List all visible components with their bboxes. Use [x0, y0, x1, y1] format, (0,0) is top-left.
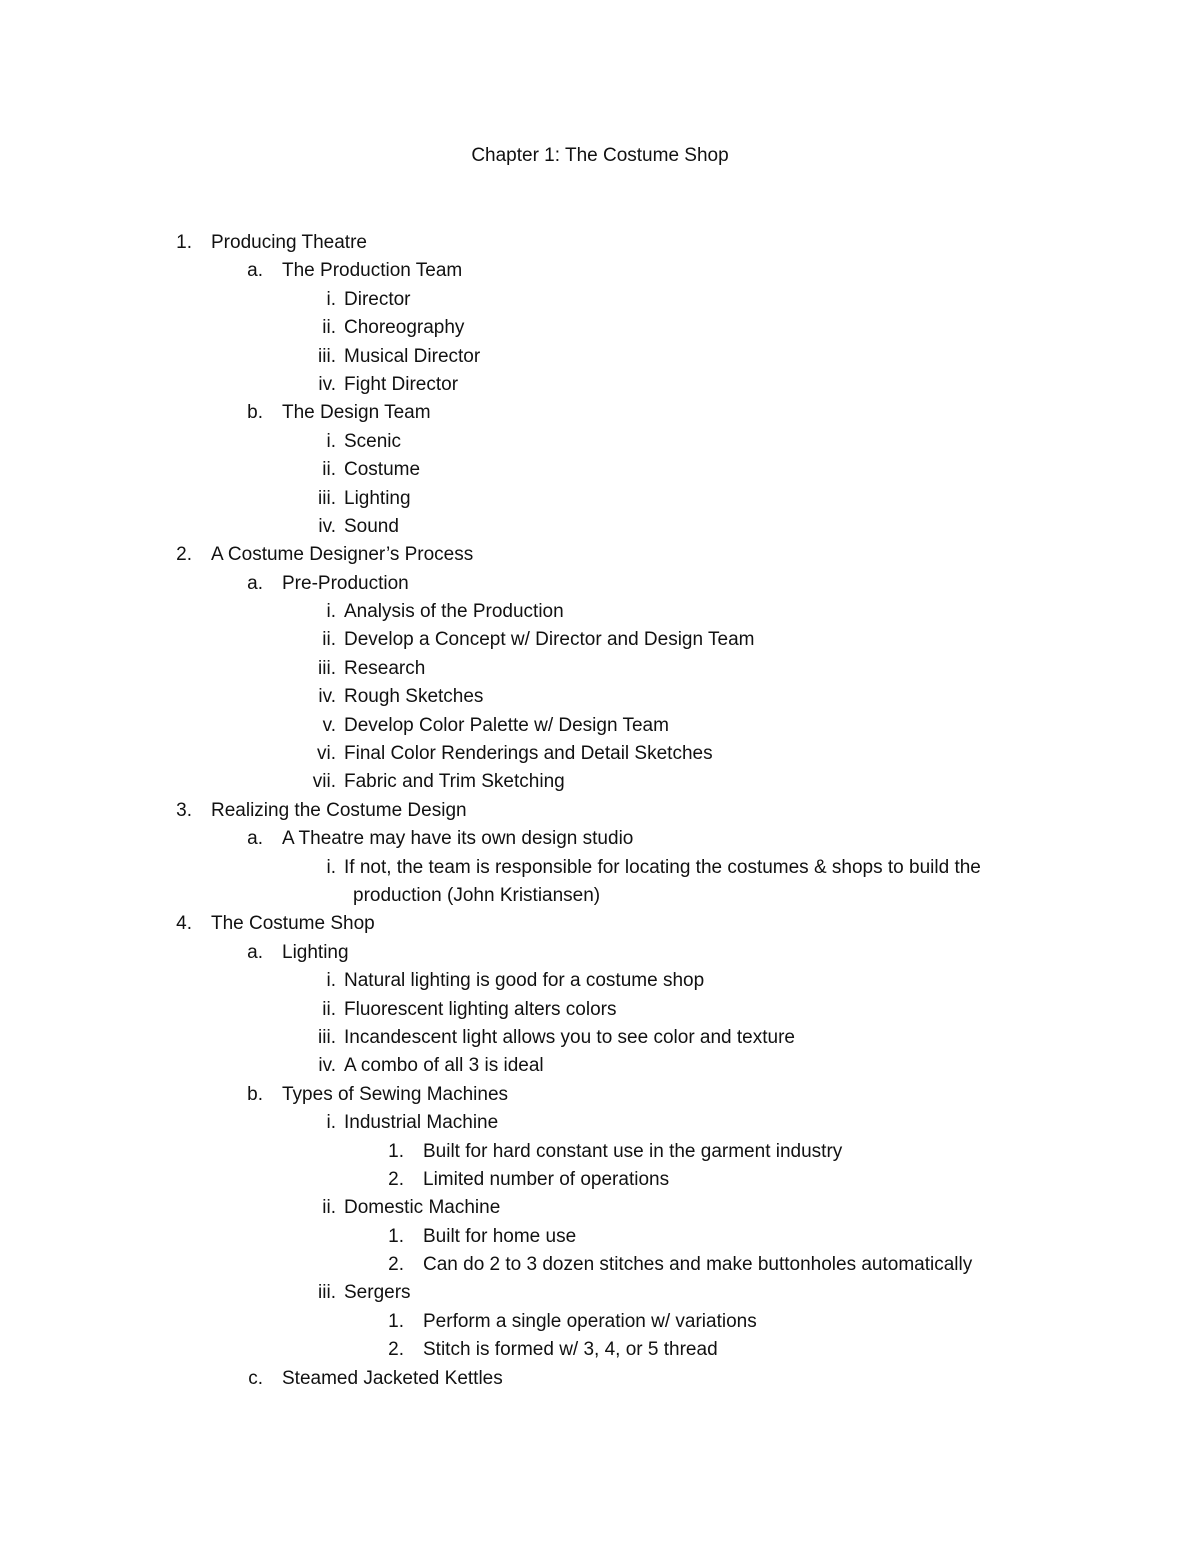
outline-text: Costume [344, 459, 421, 481]
outline-text: Built for home use [423, 1225, 577, 1247]
outline-item [0, 854, 1200, 882]
outline-text: Analysis of the Production [344, 601, 564, 623]
outline-marker: iii. [318, 657, 336, 679]
outline-marker: i. [326, 430, 336, 452]
outline-marker: iii. [318, 345, 336, 367]
outline-item [0, 655, 1200, 683]
outline-item [0, 570, 1200, 598]
outline-item [0, 1052, 1200, 1080]
outline-item [0, 882, 1200, 910]
outline-marker: 1. [388, 1140, 404, 1162]
outline-item [0, 996, 1200, 1024]
outline-text: Scenic [344, 430, 402, 452]
outline-marker: a. [247, 828, 263, 850]
outline-item [0, 768, 1200, 796]
outline-text: Stitch is formed w/ 3, 4, or 5 thread [423, 1339, 718, 1361]
outline-marker: i. [326, 288, 336, 310]
outline-marker: ii. [322, 998, 336, 1020]
outline-item [0, 371, 1200, 399]
outline-item [0, 286, 1200, 314]
outline-item [0, 399, 1200, 427]
page-title: Chapter 1: The Costume Shop [471, 145, 729, 166]
outline-marker: 1. [176, 232, 192, 253]
outline-marker: vi. [317, 743, 336, 765]
outline-item [0, 1109, 1200, 1137]
outline-text: Fluorescent lighting alters colors [344, 998, 617, 1020]
outline-text: Sergers [344, 1282, 411, 1304]
outline-text: Can do 2 to 3 dozen stitches and make buttonholes automatically [423, 1254, 973, 1276]
outline-text: Pre-Production [282, 572, 409, 594]
outline-marker: i. [326, 970, 336, 992]
outline-item [0, 1308, 1200, 1336]
outline-text: Rough Sketches [344, 686, 484, 708]
outline-item [0, 229, 1200, 257]
outline-marker: 2. [388, 1168, 404, 1190]
outline-item [0, 1166, 1200, 1194]
outline-item [0, 513, 1200, 541]
outline-text: Lighting [344, 487, 411, 509]
outline-item [0, 314, 1200, 342]
outline-text: Steamed Jacketed Kettles [282, 1367, 503, 1389]
outline-marker: iv. [318, 686, 336, 708]
outline-marker: 2. [176, 544, 192, 566]
outline-marker: ii. [322, 629, 336, 651]
outline-text: Realizing the Costume Design [211, 799, 467, 821]
outline-item [0, 626, 1200, 654]
outline-marker: i. [326, 1112, 336, 1134]
outline-item [0, 598, 1200, 626]
outline-item [0, 257, 1200, 285]
outline-item [0, 343, 1200, 371]
outline-text: Limited number of operations [423, 1168, 670, 1190]
outline-marker: iii. [318, 487, 336, 509]
outline-marker: 1. [388, 1225, 404, 1247]
outline-marker: b. [247, 1083, 263, 1105]
outline-marker: iv. [318, 1055, 336, 1077]
outline-item [0, 712, 1200, 740]
outline-item [0, 428, 1200, 456]
outline-text: A combo of all 3 is ideal [344, 1055, 544, 1077]
outline-text: Choreography [344, 317, 465, 339]
outline-text: Built for hard constant use in the garment industry [423, 1140, 843, 1162]
outline-text: The Design Team [282, 402, 431, 424]
outline-text: Industrial Machine [344, 1112, 499, 1134]
outline-item [0, 1138, 1200, 1166]
outline-text: Musical Director [344, 345, 481, 367]
outline-marker: i. [326, 856, 336, 878]
outline-item [0, 910, 1200, 938]
outline-text: Sound [344, 515, 399, 537]
outline-text: Natural lighting is good for a costume shop [344, 970, 705, 992]
outline-item [0, 967, 1200, 995]
outline-item [0, 797, 1200, 825]
outline-item [0, 485, 1200, 513]
outline-text: Develop Color Palette w/ Design Team [344, 714, 669, 736]
outline-item [0, 1024, 1200, 1052]
outline-text: Fabric and Trim Sketching [344, 771, 565, 793]
outline-text: Perform a single operation w/ variations [423, 1310, 757, 1332]
outline-marker: 1. [388, 1310, 404, 1332]
outline-item [0, 541, 1200, 569]
outline-marker: 4. [176, 913, 192, 935]
outline-marker: iii. [318, 1282, 336, 1304]
outline-text: The Production Team [282, 260, 463, 282]
outline-marker: i. [326, 601, 336, 623]
outline-text: Producing Theatre [211, 232, 367, 253]
outline-marker: 2. [388, 1254, 404, 1276]
outline-item [0, 1279, 1200, 1307]
outline-text: Director [344, 288, 411, 310]
outline-text: Develop a Concept w/ Director and Design Team [344, 629, 755, 651]
outline-item [0, 1251, 1200, 1279]
outline-text: Incandescent light allows you to see color and texture [344, 1026, 795, 1048]
outline-text: production (John Kristiansen) [353, 884, 601, 906]
outline-marker: ii. [322, 459, 336, 481]
outline-item [0, 939, 1200, 967]
outline-marker: c. [248, 1367, 263, 1389]
outline-text: Domestic Machine [344, 1197, 501, 1219]
outline-marker: iii. [318, 1026, 336, 1048]
outline-marker: a. [247, 260, 263, 282]
outline-item [0, 1194, 1200, 1222]
outline-text: Fight Director [344, 373, 459, 395]
outline-item [0, 683, 1200, 711]
outline-marker: iv. [318, 373, 336, 395]
outline-marker: a. [247, 941, 263, 963]
outline-item [0, 456, 1200, 484]
outline-marker: iv. [318, 515, 336, 537]
outline-item [0, 1365, 1200, 1393]
outline-text: Lighting [282, 941, 349, 963]
outline-text: The Costume Shop [211, 913, 375, 935]
outline-item [0, 1223, 1200, 1251]
outline-text: If not, the team is responsible for locating the costumes & shops to build the [344, 856, 981, 878]
outline-text: A Theatre may have its own design studio [282, 828, 634, 850]
outline-item [0, 740, 1200, 768]
outline-marker: 2. [388, 1339, 404, 1361]
outline-item [0, 825, 1200, 853]
outline-text: Final Color Renderings and Detail Sketches [344, 743, 713, 765]
outline-item [0, 1081, 1200, 1109]
outline-list [0, 229, 1200, 1393]
outline-text: A Costume Designer’s Process [211, 544, 474, 566]
outline-marker: ii. [322, 1197, 336, 1219]
outline-marker: a. [247, 572, 263, 594]
outline-text: Types of Sewing Machines [282, 1083, 509, 1105]
outline-marker: b. [247, 402, 263, 424]
outline-marker: vii. [312, 771, 336, 793]
outline-marker: ii. [322, 317, 336, 339]
outline-item [0, 1336, 1200, 1364]
outline-text: Research [344, 657, 426, 679]
outline-marker: 3. [176, 799, 192, 821]
outline-marker: v. [322, 714, 336, 736]
